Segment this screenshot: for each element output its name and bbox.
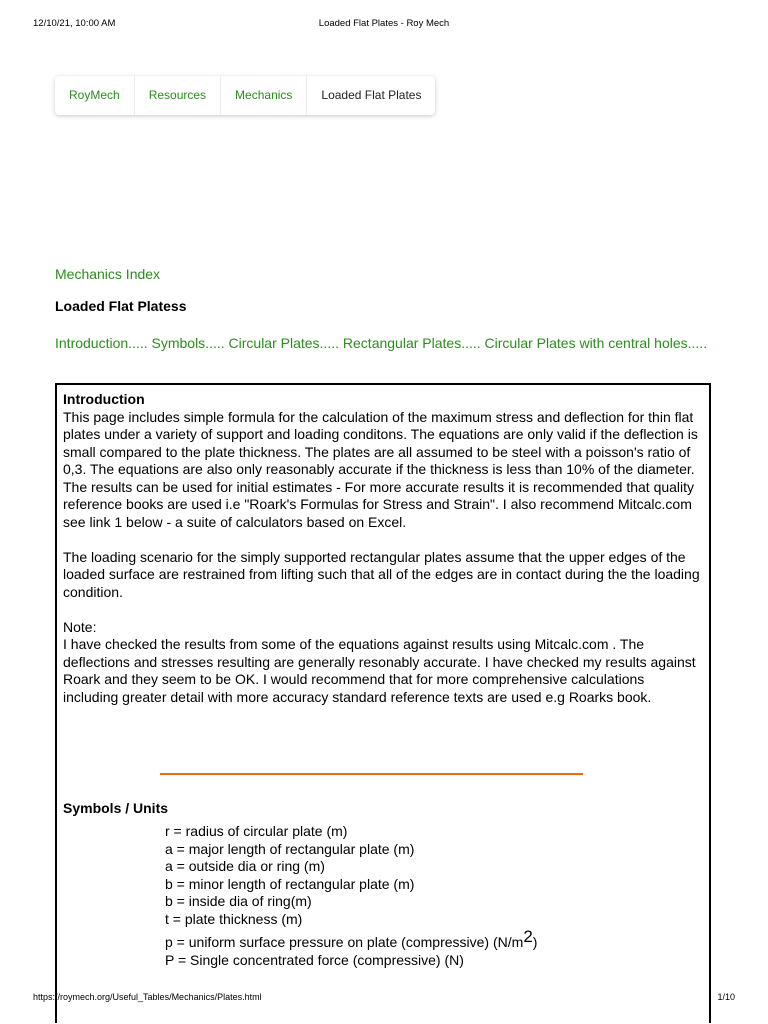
nav-circular-plates-link[interactable]: Circular Plates..... (228, 335, 340, 351)
breadcrumb (55, 76, 435, 115)
print-page-number: 1/10 (717, 992, 735, 1002)
print-title: Loaded Flat Plates - Roy Mech (318, 18, 450, 29)
breadcrumb-resources[interactable]: Resources (135, 76, 221, 115)
breadcrumb-mechanics[interactable]: Mechanics (221, 76, 307, 115)
note-text: I have checked the results from some of the equations against results using Mitcalc.com . The deflections and stresses resulting are generally resonably accurate. I have checked my results against Roark and they seem to be OK. I would recommend that for more comprehensive calculations including greater detail with more accuracy standard reference texts are used e.g Roarks book. (63, 636, 696, 705)
print-header (0, 18, 768, 32)
symbol-item-force: P = Single concentrated force (compressive) (N) (165, 951, 464, 968)
section-divider (160, 773, 583, 775)
page-title: Loaded Flat Platess (55, 298, 187, 314)
print-url: https://roymech.org/Useful_Tables/Mechanics/Plates.html (33, 992, 262, 1002)
pressure-exponent: 2 (523, 927, 533, 946)
symbol-item-pressure (165, 927, 538, 952)
pressure-close: ) (532, 934, 538, 950)
nav-symbols-link[interactable]: Symbols..... (151, 335, 225, 351)
intro-title: Introduction (63, 391, 145, 407)
symbols-list (165, 823, 537, 969)
note-label: Note: (63, 618, 97, 635)
nav-introduction-link[interactable]: Introduction..... (55, 335, 148, 351)
print-footer (0, 992, 768, 1006)
breadcrumb-roymech[interactable]: RoyMech (55, 76, 135, 115)
print-date: 12/10/21, 10:00 AM (33, 18, 116, 29)
content-box (55, 383, 711, 1023)
symbols-title: Symbols / Units (63, 800, 169, 816)
symbol-item: b = inside dia of ring(m) (165, 893, 312, 909)
pressure-text: p = uniform surface pressure on plate (compressive) (N/m (165, 934, 524, 950)
intro-paragraph-2: The loading scenario for the simply supported rectangular plates assume that the upper edges of the loaded surface are restrained from lifting such that all of the edges are in contact during the the loading condition. (63, 548, 700, 600)
symbol-item: t = plate thickness (m) (165, 910, 303, 927)
symbol-item: b = minor length of rectangular plate (m) (165, 875, 415, 892)
symbol-item: r = radius of circular plate (m) (165, 823, 348, 839)
nav-rectangular-plates-link[interactable]: Rectangular Plates..... (342, 335, 481, 351)
nav-circular-holes-link[interactable]: Circular Plates with central holes..... (484, 335, 708, 351)
breadcrumb-current: Loaded Flat Plates (321, 88, 422, 102)
symbol-item: a = outside dia or ring (m) (165, 858, 325, 874)
section-nav (55, 334, 715, 352)
mechanics-index-link[interactable]: Mechanics Index (55, 266, 161, 282)
intro-paragraph-1: This page includes simple formula for the calculation of the maximum stress and deflection for thin flat plates under a variety of support and loading conditons. The equations are only valid if the deflection is small compared to the plate thickness. The plates are all assumed to be steel with a poisson's ratio of 0,3. The equations are also only reasonably accurate if the thickness is less than 10% of the diameter. The results can be used for initial estimates - For more accurate results it is recommended that quality reference books are used i.e "Roark's Formulas for Stress and Strain". I also recommend Mitcalc.com see link 1 below - a suite of calculators based on Excel. (63, 408, 698, 530)
symbol-item: a = major length of rectangular plate (m) (165, 840, 415, 857)
